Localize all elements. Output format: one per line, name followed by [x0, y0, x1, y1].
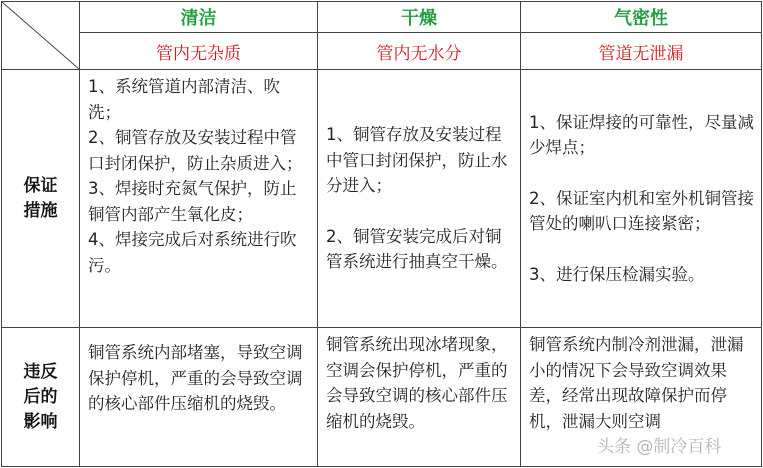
- requirements-table: [1, 1, 762, 467]
- measure-item: 2、保证室内机和室外机铜管接管处的喇叭口连接紧密；: [529, 188, 754, 234]
- consequences-dryness: 铜管系统出现冰堵现象，空调会保护停机，严重的会导致空调的核心部件压缩机的烧毁。: [318, 328, 521, 467]
- header-row: [2, 2, 762, 33]
- header-dryness: 干燥: [318, 2, 521, 33]
- measure-item: 2、铜管存放及安装过程中管口封闭保护，防止杂质进入；: [88, 128, 303, 173]
- subheader-row: [2, 33, 762, 70]
- measure-item: 1、铜管存放及安装过程中管口封闭保护，防止水分进入；: [326, 125, 508, 196]
- measure-item: 3、进行保压检漏实验。: [529, 264, 705, 284]
- diagonal-line: [2, 2, 79, 69]
- measures-dryness: [318, 70, 521, 328]
- watermark: 头条 @制冷百科: [597, 437, 722, 457]
- measures-cleanliness: [80, 70, 318, 328]
- spacer: [326, 199, 514, 224]
- consequences-cleanliness: 铜管系统内部堵塞，导致空调保护停机，严重的会导致空调的核心部件压缩机的烧毁。: [80, 328, 318, 467]
- header-airtightness: 气密性: [521, 2, 762, 33]
- header-cleanliness: 清洁: [80, 2, 318, 33]
- subheader-airtightness: 管道无泄漏: [521, 33, 762, 70]
- row-label-consequences-text: 违反 后的 影响: [23, 361, 58, 432]
- consequences-airtightness: 铜管系统内制冷剂泄漏，泄漏小的情况下会导致空调效果差，经常出现故障保护而停机，泄漏大则空调: [521, 328, 762, 467]
- subheader-cleanliness: 管内无杂质: [80, 33, 318, 70]
- measure-item: 3、焊接时充氮气保护，防止铜管内部产生氧化皮；: [88, 179, 297, 224]
- row-label-measures-text: 保证 措施: [23, 175, 58, 221]
- measure-item: 1、系统管道内部清洁、吹洗；: [88, 77, 280, 122]
- row-label-consequences: [2, 328, 80, 467]
- consequences-row: [2, 328, 762, 467]
- measure-item: 4、焊接完成后对系统进行吹污。: [88, 230, 297, 275]
- measures-airtightness: [521, 70, 762, 328]
- row-label-measures: [2, 70, 80, 328]
- spacer: [529, 237, 755, 262]
- corner-cell: [2, 2, 80, 70]
- measure-item: 1、保证焊接的可靠性，尽量减少焊点；: [529, 112, 754, 158]
- subheader-dryness: 管内无水分: [318, 33, 521, 70]
- measures-row: [2, 70, 762, 328]
- measure-item: 2、铜管安装完成后对铜管系统进行抽真空干燥。: [326, 226, 508, 272]
- spacer: [529, 161, 755, 186]
